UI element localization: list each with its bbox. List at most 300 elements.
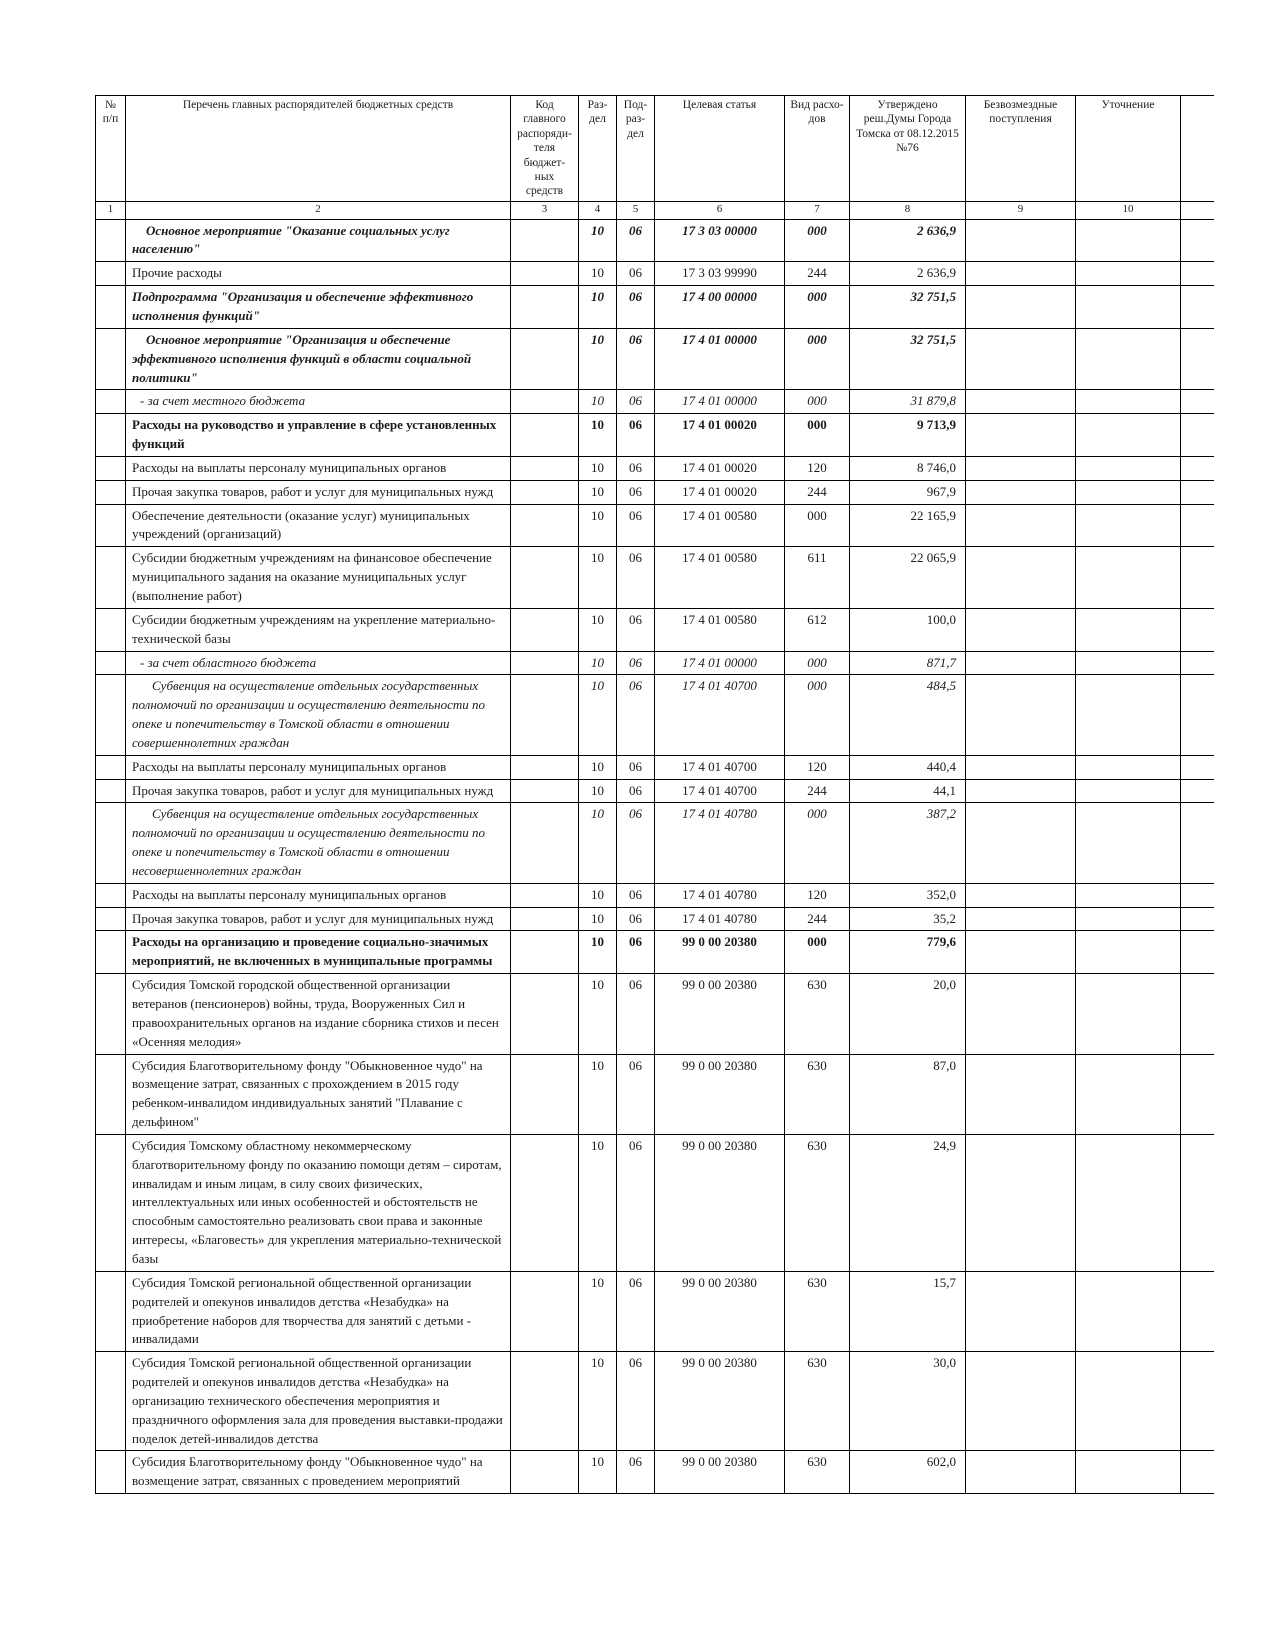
colnum-4: 4: [579, 201, 617, 219]
cell-gratuitous: [966, 1352, 1076, 1451]
cell-target: 99 0 00 20380: [655, 1054, 785, 1134]
cell-podrazdel: 06: [617, 779, 655, 803]
header-target: Целевая статья: [655, 96, 785, 202]
cell-extra: [1181, 480, 1214, 504]
cell-podrazdel: 06: [617, 504, 655, 547]
cell-gratuitous: [966, 907, 1076, 931]
table-row: [96, 390, 1214, 414]
cell-vid: 120: [785, 755, 850, 779]
cell-code: [511, 504, 579, 547]
cell-vid: 612: [785, 608, 850, 651]
cell-clarification: [1076, 286, 1181, 329]
cell-approved: 779,6: [850, 931, 966, 974]
cell-code: [511, 414, 579, 457]
cell-target: 17 4 01 40700: [655, 755, 785, 779]
cell-code: [511, 1271, 579, 1351]
cell-target: 17 4 01 40700: [655, 675, 785, 755]
table-row: [96, 547, 1214, 609]
cell-num: [96, 1352, 126, 1451]
cell-approved: 100,0: [850, 608, 966, 651]
cell-gratuitous: [966, 504, 1076, 547]
cell-razdel: 10: [579, 390, 617, 414]
table-row: [96, 1054, 1214, 1134]
header-vid: Вид расхо-дов: [785, 96, 850, 202]
table-row: [96, 1134, 1214, 1271]
cell-target: 17 4 01 40780: [655, 803, 785, 883]
cell-target: 17 4 01 40780: [655, 883, 785, 907]
cell-vid: 244: [785, 480, 850, 504]
cell-approved: 387,2: [850, 803, 966, 883]
cell-target: 17 4 01 00580: [655, 547, 785, 609]
cell-extra: [1181, 1134, 1214, 1271]
cell-podrazdel: 06: [617, 675, 655, 755]
cell-extra: [1181, 931, 1214, 974]
cell-code: [511, 608, 579, 651]
cell-vid: 630: [785, 1352, 850, 1451]
cell-target: 17 3 03 00000: [655, 219, 785, 262]
cell-extra: [1181, 1352, 1214, 1451]
cell-target: 17 4 01 00580: [655, 608, 785, 651]
cell-clarification: [1076, 414, 1181, 457]
cell-name: Субсидия Томской региональной общественной организации родителей и опекунов инвалидов детства «Незабудка» на приобретение наборов для творчества для занятий с детьми - инвалидами: [126, 1271, 511, 1351]
cell-name: Прочая закупка товаров, работ и услуг для муниципальных нужд: [126, 907, 511, 931]
cell-vid: 244: [785, 779, 850, 803]
cell-gratuitous: [966, 974, 1076, 1054]
header-approved: Утверждено реш.Думы Города Томска от 08.12.2015 №76: [850, 96, 966, 202]
cell-target: 17 4 01 00580: [655, 504, 785, 547]
cell-target: 17 4 01 00000: [655, 651, 785, 675]
cell-extra: [1181, 651, 1214, 675]
cell-code: [511, 286, 579, 329]
table-row: [96, 504, 1214, 547]
cell-num: [96, 651, 126, 675]
cell-vid: 000: [785, 675, 850, 755]
cell-target: 17 4 00 00000: [655, 286, 785, 329]
cell-podrazdel: 06: [617, 262, 655, 286]
cell-approved: 602,0: [850, 1451, 966, 1494]
cell-extra: [1181, 1054, 1214, 1134]
cell-name: Расходы на организацию и проведение социально-значимых мероприятий, не включенных в муниципальные программы: [126, 931, 511, 974]
cell-gratuitous: [966, 547, 1076, 609]
cell-approved: 24,9: [850, 1134, 966, 1271]
cell-name: Субвенция на осуществление отдельных государственных полномочий по организации и осуществлению деятельности по опеке и попечительству в Томской области в отношении совершеннолетних граждан: [126, 675, 511, 755]
cell-code: [511, 219, 579, 262]
cell-num: [96, 328, 126, 390]
cell-podrazdel: 06: [617, 1352, 655, 1451]
cell-name: Субсидия Томскому областному некоммерческому благотворительному фонду по оказанию помощи детям – сиротам, инвалидам и иным лицам, в силу своих физических, интеллектуальных или иных особенностей и обстоятельств не способным самостоятельно реализовать свои права и законные интересы, «Благовесть» для укрепления материально-технической базы: [126, 1134, 511, 1271]
cell-name: Обеспечение деятельности (оказание услуг) муниципальных учреждений (организаций): [126, 504, 511, 547]
cell-approved: 9 713,9: [850, 414, 966, 457]
cell-name: Субсидия Благотворительному фонду "Обыкновенное чудо" на возмещение затрат, связанных с прохождением в 2015 году ребенком-инвалидом индивидуальных занятий "Плавание с дельфином": [126, 1054, 511, 1134]
cell-razdel: 10: [579, 547, 617, 609]
cell-vid: 000: [785, 504, 850, 547]
cell-num: [96, 456, 126, 480]
cell-target: 99 0 00 20380: [655, 1134, 785, 1271]
cell-clarification: [1076, 1054, 1181, 1134]
cell-extra: [1181, 328, 1214, 390]
header-razdel: Раз-дел: [579, 96, 617, 202]
table-row: [96, 480, 1214, 504]
colnum-11: [1181, 201, 1214, 219]
cell-podrazdel: 06: [617, 608, 655, 651]
header-name: Перечень главных распорядителей бюджетных средств: [126, 96, 511, 202]
cell-code: [511, 931, 579, 974]
cell-extra: [1181, 504, 1214, 547]
cell-name: Субсидии бюджетным учреждениям на финансовое обеспечение муниципального задания на оказание муниципальных услуг (выполнение работ): [126, 547, 511, 609]
cell-clarification: [1076, 974, 1181, 1054]
cell-razdel: 10: [579, 1054, 617, 1134]
table-row: [96, 931, 1214, 974]
cell-gratuitous: [966, 1134, 1076, 1271]
colnum-10: 10: [1076, 201, 1181, 219]
cell-vid: 000: [785, 931, 850, 974]
cell-name: Прочие расходы: [126, 262, 511, 286]
cell-gratuitous: [966, 390, 1076, 414]
table-row: [96, 1271, 1214, 1351]
cell-podrazdel: 06: [617, 974, 655, 1054]
cell-podrazdel: 06: [617, 480, 655, 504]
cell-code: [511, 974, 579, 1054]
cell-clarification: [1076, 504, 1181, 547]
cell-code: [511, 651, 579, 675]
cell-extra: [1181, 1451, 1214, 1494]
cell-vid: 000: [785, 219, 850, 262]
cell-clarification: [1076, 480, 1181, 504]
cell-gratuitous: [966, 608, 1076, 651]
cell-razdel: 10: [579, 1352, 617, 1451]
cell-podrazdel: 06: [617, 883, 655, 907]
cell-approved: 22 165,9: [850, 504, 966, 547]
cell-vid: 000: [785, 286, 850, 329]
cell-extra: [1181, 219, 1214, 262]
cell-num: [96, 974, 126, 1054]
cell-clarification: [1076, 883, 1181, 907]
cell-razdel: 10: [579, 883, 617, 907]
cell-code: [511, 779, 579, 803]
cell-gratuitous: [966, 755, 1076, 779]
cell-extra: [1181, 907, 1214, 931]
cell-code: [511, 480, 579, 504]
cell-approved: 32 751,5: [850, 328, 966, 390]
cell-num: [96, 779, 126, 803]
cell-razdel: 10: [579, 779, 617, 803]
cell-approved: 8 746,0: [850, 456, 966, 480]
cell-vid: 630: [785, 1271, 850, 1351]
colnum-6: 6: [655, 201, 785, 219]
header-code: Код главного распоряди-теля бюджет-ных средств: [511, 96, 579, 202]
cell-gratuitous: [966, 675, 1076, 755]
cell-razdel: 10: [579, 328, 617, 390]
cell-extra: [1181, 547, 1214, 609]
cell-num: [96, 1451, 126, 1494]
cell-vid: 000: [785, 328, 850, 390]
header-podrazdel: Под-раз-дел: [617, 96, 655, 202]
table-row: [96, 456, 1214, 480]
cell-razdel: 10: [579, 675, 617, 755]
cell-num: [96, 390, 126, 414]
table-header-row: [96, 96, 1214, 202]
cell-gratuitous: [966, 328, 1076, 390]
cell-num: [96, 286, 126, 329]
cell-podrazdel: 06: [617, 907, 655, 931]
cell-clarification: [1076, 931, 1181, 974]
cell-num: [96, 755, 126, 779]
cell-code: [511, 1054, 579, 1134]
cell-approved: 484,5: [850, 675, 966, 755]
cell-num: [96, 414, 126, 457]
cell-gratuitous: [966, 456, 1076, 480]
cell-approved: 871,7: [850, 651, 966, 675]
cell-gratuitous: [966, 414, 1076, 457]
cell-target: 99 0 00 20380: [655, 974, 785, 1054]
table-row: [96, 1352, 1214, 1451]
column-number-row: [96, 201, 1214, 219]
cell-razdel: 10: [579, 1134, 617, 1271]
cell-gratuitous: [966, 779, 1076, 803]
cell-code: [511, 675, 579, 755]
colnum-9: 9: [966, 201, 1076, 219]
cell-podrazdel: 06: [617, 931, 655, 974]
cell-name: - за счет местного бюджета: [126, 390, 511, 414]
cell-gratuitous: [966, 1451, 1076, 1494]
cell-name: Прочая закупка товаров, работ и услуг для муниципальных нужд: [126, 779, 511, 803]
header-gratuitous: Безвозмездные поступления: [966, 96, 1076, 202]
table-row: [96, 328, 1214, 390]
table-row: [96, 608, 1214, 651]
cell-clarification: [1076, 1134, 1181, 1271]
cell-num: [96, 931, 126, 974]
cell-extra: [1181, 414, 1214, 457]
cell-vid: 630: [785, 1451, 850, 1494]
cell-name: Расходы на выплаты персоналу муниципальных органов: [126, 883, 511, 907]
cell-podrazdel: 06: [617, 651, 655, 675]
cell-num: [96, 608, 126, 651]
cell-clarification: [1076, 456, 1181, 480]
cell-code: [511, 1134, 579, 1271]
cell-code: [511, 1352, 579, 1451]
cell-approved: 2 636,9: [850, 219, 966, 262]
cell-podrazdel: 06: [617, 1451, 655, 1494]
cell-razdel: 10: [579, 219, 617, 262]
cell-approved: 35,2: [850, 907, 966, 931]
cell-razdel: 10: [579, 803, 617, 883]
cell-code: [511, 883, 579, 907]
cell-clarification: [1076, 608, 1181, 651]
cell-code: [511, 456, 579, 480]
cell-razdel: 10: [579, 1451, 617, 1494]
cell-razdel: 10: [579, 907, 617, 931]
header-extra: [1181, 96, 1214, 202]
cell-approved: 352,0: [850, 883, 966, 907]
colnum-5: 5: [617, 201, 655, 219]
cell-extra: [1181, 803, 1214, 883]
cell-name: Подпрограмма "Организация и обеспечение эффективного исполнения функций": [126, 286, 511, 329]
table-row: [96, 219, 1214, 262]
cell-extra: [1181, 390, 1214, 414]
cell-num: [96, 1054, 126, 1134]
cell-podrazdel: 06: [617, 755, 655, 779]
cell-extra: [1181, 262, 1214, 286]
cell-clarification: [1076, 262, 1181, 286]
cell-num: [96, 675, 126, 755]
cell-clarification: [1076, 219, 1181, 262]
cell-razdel: 10: [579, 414, 617, 457]
budget-table: [95, 95, 1214, 1494]
cell-podrazdel: 06: [617, 803, 655, 883]
cell-approved: 22 065,9: [850, 547, 966, 609]
cell-num: [96, 504, 126, 547]
header-clarification: Уточнение: [1076, 96, 1181, 202]
cell-clarification: [1076, 803, 1181, 883]
cell-gratuitous: [966, 931, 1076, 974]
cell-vid: 244: [785, 907, 850, 931]
cell-target: 17 4 01 00000: [655, 390, 785, 414]
cell-approved: 44,1: [850, 779, 966, 803]
cell-vid: 000: [785, 414, 850, 457]
cell-name: Субсидия Благотворительному фонду "Обыкновенное чудо" на возмещение затрат, связанных с проведением мероприятий: [126, 1451, 511, 1494]
cell-extra: [1181, 974, 1214, 1054]
cell-gratuitous: [966, 262, 1076, 286]
cell-vid: 120: [785, 883, 850, 907]
table-row: [96, 414, 1214, 457]
cell-razdel: 10: [579, 262, 617, 286]
cell-name: Субвенция на осуществление отдельных государственных полномочий по организации и осуществлению деятельности по опеке и попечительству в Томской области в отношении несовершеннолетних граждан: [126, 803, 511, 883]
cell-code: [511, 1451, 579, 1494]
cell-vid: 000: [785, 803, 850, 883]
cell-vid: 244: [785, 262, 850, 286]
cell-extra: [1181, 456, 1214, 480]
cell-approved: 87,0: [850, 1054, 966, 1134]
cell-approved: 15,7: [850, 1271, 966, 1351]
cell-razdel: 10: [579, 1271, 617, 1351]
cell-gratuitous: [966, 480, 1076, 504]
table-row: [96, 651, 1214, 675]
cell-num: [96, 219, 126, 262]
colnum-2: 2: [126, 201, 511, 219]
cell-num: [96, 547, 126, 609]
cell-extra: [1181, 755, 1214, 779]
colnum-3: 3: [511, 201, 579, 219]
cell-clarification: [1076, 1352, 1181, 1451]
cell-podrazdel: 06: [617, 1134, 655, 1271]
cell-code: [511, 328, 579, 390]
cell-name: Расходы на руководство и управление в сфере установленных функций: [126, 414, 511, 457]
cell-podrazdel: 06: [617, 286, 655, 329]
cell-razdel: 10: [579, 931, 617, 974]
cell-name: Субсидия Томской городской общественной организации ветеранов (пенсионеров) войны, труда, Вооруженных Сил и правоохранительных органов на издание сборника стихов и песен «Осенняя мелодия»: [126, 974, 511, 1054]
cell-razdel: 10: [579, 608, 617, 651]
cell-vid: 630: [785, 974, 850, 1054]
cell-razdel: 10: [579, 974, 617, 1054]
table-row: [96, 262, 1214, 286]
cell-podrazdel: 06: [617, 390, 655, 414]
cell-num: [96, 1271, 126, 1351]
cell-target: 17 4 01 00020: [655, 480, 785, 504]
cell-gratuitous: [966, 803, 1076, 883]
cell-clarification: [1076, 390, 1181, 414]
table-row: [96, 675, 1214, 755]
cell-vid: 611: [785, 547, 850, 609]
table-row: [96, 286, 1214, 329]
cell-razdel: 10: [579, 651, 617, 675]
cell-podrazdel: 06: [617, 1054, 655, 1134]
cell-num: [96, 907, 126, 931]
cell-extra: [1181, 608, 1214, 651]
cell-num: [96, 883, 126, 907]
cell-approved: 31 879,8: [850, 390, 966, 414]
cell-podrazdel: 06: [617, 328, 655, 390]
cell-extra: [1181, 286, 1214, 329]
cell-vid: 000: [785, 651, 850, 675]
cell-approved: 32 751,5: [850, 286, 966, 329]
cell-gratuitous: [966, 1054, 1076, 1134]
cell-razdel: 10: [579, 286, 617, 329]
cell-clarification: [1076, 1451, 1181, 1494]
cell-name: Субсидия Томской региональной общественной организации родителей и опекунов инвалидов детства «Незабудка» на организацию технического обеспечения мероприятия и праздничного оформления зала для проведения выставки-продажи поделок детей-инвалидов детства: [126, 1352, 511, 1451]
cell-name: Расходы на выплаты персоналу муниципальных органов: [126, 755, 511, 779]
cell-gratuitous: [966, 286, 1076, 329]
cell-name: Расходы на выплаты персоналу муниципальных органов: [126, 456, 511, 480]
cell-extra: [1181, 1271, 1214, 1351]
cell-name: Прочая закупка товаров, работ и услуг для муниципальных нужд: [126, 480, 511, 504]
cell-clarification: [1076, 1271, 1181, 1351]
cell-clarification: [1076, 328, 1181, 390]
cell-approved: 30,0: [850, 1352, 966, 1451]
cell-vid: 630: [785, 1134, 850, 1271]
cell-vid: 120: [785, 456, 850, 480]
cell-code: [511, 803, 579, 883]
cell-num: [96, 262, 126, 286]
cell-target: 17 4 01 40780: [655, 907, 785, 931]
cell-code: [511, 262, 579, 286]
cell-num: [96, 1134, 126, 1271]
cell-target: 17 4 01 40700: [655, 779, 785, 803]
cell-vid: 000: [785, 390, 850, 414]
cell-name: Основное мероприятие "Оказание социальных услуг населению": [126, 219, 511, 262]
cell-clarification: [1076, 779, 1181, 803]
cell-target: 99 0 00 20380: [655, 1352, 785, 1451]
cell-name: Основное мероприятие "Организация и обеспечение эффективного исполнения функций в области социальной политики": [126, 328, 511, 390]
cell-target: 17 4 01 00020: [655, 414, 785, 457]
cell-code: [511, 755, 579, 779]
cell-extra: [1181, 675, 1214, 755]
table-row: [96, 755, 1214, 779]
cell-clarification: [1076, 651, 1181, 675]
cell-razdel: 10: [579, 755, 617, 779]
budget-table-body: [96, 219, 1214, 1493]
cell-podrazdel: 06: [617, 456, 655, 480]
cell-approved: 967,9: [850, 480, 966, 504]
header-num: № п/п: [96, 96, 126, 202]
colnum-8: 8: [850, 201, 966, 219]
colnum-1: 1: [96, 201, 126, 219]
cell-code: [511, 390, 579, 414]
cell-podrazdel: 06: [617, 547, 655, 609]
cell-target: 17 4 01 00000: [655, 328, 785, 390]
cell-approved: 440,4: [850, 755, 966, 779]
cell-extra: [1181, 779, 1214, 803]
cell-razdel: 10: [579, 456, 617, 480]
cell-podrazdel: 06: [617, 219, 655, 262]
cell-gratuitous: [966, 219, 1076, 262]
cell-podrazdel: 06: [617, 414, 655, 457]
cell-num: [96, 803, 126, 883]
table-row: [96, 974, 1214, 1054]
table-row: [96, 1451, 1214, 1494]
cell-code: [511, 547, 579, 609]
colnum-7: 7: [785, 201, 850, 219]
cell-clarification: [1076, 907, 1181, 931]
